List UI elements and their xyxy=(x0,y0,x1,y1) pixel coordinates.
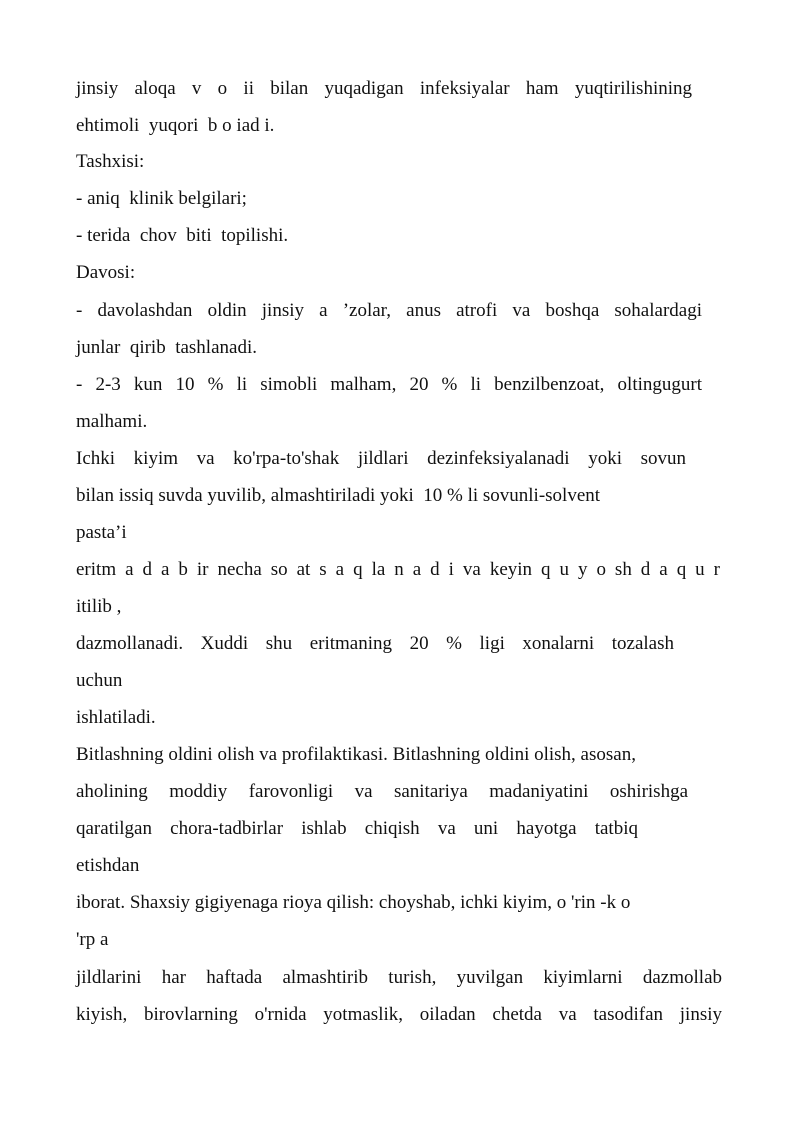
text-line-1: jinsiy aloqa v o ii bilan yuqadigan infeksiyalar ham yuqtirilishining xyxy=(76,78,692,99)
text-line-23: iborat. Shaxsiy gigiyenaga rioya qilish: choyshab, ichki kiyim, o 'rin -k o xyxy=(76,892,631,913)
text-line-26: kiyish, birovlarning o'rnida yotmaslik, oiladan chetda va tasodifan jinsiy xyxy=(76,1004,722,1025)
text-line-25: jildlarini har haftada almashtirib turish, yuvilgan kiyimlarni dazmollab xyxy=(76,967,722,988)
text-line-10: malhami. xyxy=(76,411,148,432)
text-line-11: Ichki kiyim va ko'rpa-to'shak jildlari dezinfeksiyalanadi yoki sovun xyxy=(76,448,686,469)
text-line-13: pasta’i xyxy=(76,522,127,543)
text-line-17: uchun xyxy=(76,670,123,691)
text-line-16: dazmollanadi. Xuddi shu eritmaning 20 % ligi xonalarni tozalash xyxy=(76,633,674,654)
text-line-18: ishlatiladi. xyxy=(76,707,156,728)
text-line-24: 'rp a xyxy=(76,929,109,950)
text-line-4: - aniq klinik belgilari; xyxy=(76,188,247,209)
text-line-3: Tashxisi: xyxy=(76,151,145,172)
text-line-6: Davosi: xyxy=(76,262,136,283)
text-line-5: - terida chov biti topilishi. xyxy=(76,225,289,246)
text-line-20: aholining moddiy farovonligi va sanitariya madaniyatini oshirishga xyxy=(76,781,688,802)
text-line-7: - davolashdan oldin jinsiy a ’zolar, anus atrofi va boshqa sohalardagi xyxy=(76,300,702,321)
text-line-8: junlar qirib tashlanadi. xyxy=(76,337,257,358)
text-line-19: Bitlashning oldini olish va profilaktikasi. Bitlashning oldini olish, asosan, xyxy=(76,744,636,765)
text-line-21: qaratilgan chora-tadbirlar ishlab chiqish va uni hayotga tatbiq xyxy=(76,818,638,839)
text-line-12: bilan issiq suvda yuvilib, almashtiriladi yoki 10 % li sovunli-solvent xyxy=(76,485,601,506)
text-line-9: - 2-3 kun 10 % li simobli malham, 20 % li benzilbenzoat, oltingugurt xyxy=(76,374,702,395)
text-line-14: eritm a d a b ir necha so at s a q la n a d i va keyin q u y o sh d a q u r xyxy=(76,559,720,580)
text-line-15: itilib , xyxy=(76,596,122,617)
text-line-2: ehtimoli yuqori b o iad i. xyxy=(76,115,275,136)
text-line-22: etishdan xyxy=(76,855,140,876)
